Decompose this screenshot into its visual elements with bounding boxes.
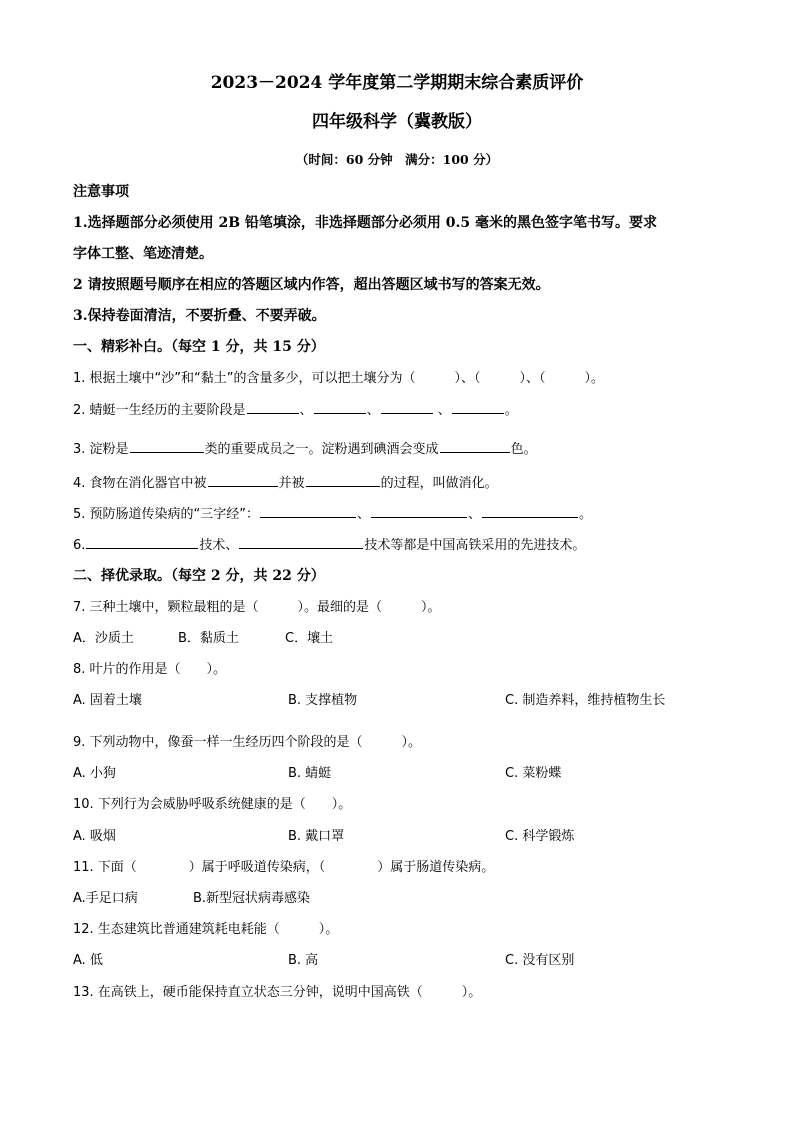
option-a[interactable]: A. 小狗 (73, 766, 116, 781)
question-4-text: 并被 (278, 476, 305, 491)
answer-blank[interactable] (440, 440, 510, 453)
option-b[interactable]: B．黏质土 (178, 631, 239, 646)
question-6-stem: 6. (73, 538, 86, 553)
option-a[interactable]: A．沙质土 (73, 631, 134, 646)
separator: 。 (579, 507, 593, 522)
question-4 (73, 474, 498, 493)
answer-blank[interactable] (208, 474, 278, 487)
answer-blank[interactable] (247, 401, 299, 414)
answer-blank[interactable] (371, 505, 467, 518)
separator: 、 (366, 403, 380, 418)
option-b[interactable]: B.新型冠状病毒感染 (193, 891, 311, 906)
question-4-stem: 4. 食物在消化器官中被 (73, 476, 207, 491)
separator: 。 (504, 403, 518, 418)
option-c[interactable]: C. 科学锻炼 (505, 829, 575, 844)
option-a[interactable]: A.手足口病 (73, 891, 138, 906)
question-6-text: 技术、 (199, 538, 239, 553)
question-6-text: 技术等都是中国高铁采用的先进技术。 (364, 538, 586, 553)
answer-blank[interactable] (86, 536, 198, 549)
answer-blank[interactable] (314, 401, 366, 414)
separator: 、 (357, 507, 371, 522)
answer-blank[interactable] (381, 401, 433, 414)
separator: 、 (299, 403, 313, 418)
answer-blank[interactable] (482, 505, 578, 518)
question-8: 8. 叶片的作用是（ ）。 (73, 662, 227, 677)
question-13: 13. 在高铁上，硬币能保持直立状态三分钟，说明中国高铁（ ）。 (73, 985, 482, 1000)
question-3-stem: 3. 淀粉是 (73, 442, 129, 457)
note-item: 字体工整、笔迹清楚。 (73, 246, 213, 262)
option-b[interactable]: B. 高 (288, 953, 319, 968)
note-item: 2 请按照题号顺序在相应的答题区域内作答，超出答题区域书写的答案无效。 (73, 277, 550, 293)
exam-meta: （时间：60 分钟 满分：100 分） (295, 152, 499, 167)
question-1: 1. 根据土壤中“沙”和“黏土”的含量多少，可以把土壤分为（ ）、（ ）、（ ）。 (73, 371, 604, 386)
question-12: 12. 生态建筑比普通建筑耗电耗能（ ）。 (73, 922, 339, 937)
option-a[interactable]: A. 固着土壤 (73, 693, 142, 708)
question-5-stem: 5. 预防肠道传染病的“三字经”： (73, 507, 260, 522)
question-6 (73, 536, 585, 555)
question-5 (73, 505, 592, 524)
question-3-text: 色。 (510, 442, 537, 457)
note-item: 1.选择题部分必须使用 2B 铅笔填涂，非选择题部分必须用 0.5 毫米的黑色签字笔书写。要求 (73, 215, 658, 231)
separator: 、 (468, 507, 482, 522)
option-c[interactable]: C. 没有区别 (505, 953, 575, 968)
separator: 、 (433, 403, 451, 418)
exam-subtitle: 四年级科学（冀教版） (312, 112, 482, 132)
option-c[interactable]: C．壤土 (285, 631, 334, 646)
option-b[interactable]: B. 支撑植物 (288, 693, 358, 708)
question-3 (73, 440, 537, 459)
option-c[interactable]: C. 制造养料，维持植物生长 (505, 693, 666, 708)
option-b[interactable]: B. 戴口罩 (288, 829, 345, 844)
option-b[interactable]: B. 蜻蜓 (288, 766, 332, 781)
option-c[interactable]: C. 菜粉蝶 (505, 766, 562, 781)
answer-blank[interactable] (130, 440, 204, 453)
question-11: 11. 下面（ ）属于呼吸道传染病，（ ）属于肠道传染病。 (73, 860, 495, 875)
question-2-stem: 2. 蜻蜓一生经历的主要阶段是 (73, 403, 246, 418)
question-10: 10. 下列行为会威胁呼吸系统健康的是（ ）。 (73, 797, 352, 812)
exam-title: 2023－2024 学年度第二学期期末综合素质评价 (210, 73, 584, 93)
question-4-text: 的过程，叫做消化。 (380, 476, 498, 491)
answer-blank[interactable] (306, 474, 380, 487)
notes-heading: 注意事项 (73, 184, 129, 200)
question-7: 7. 三种土壤中，颗粒最粗的是（ ）。最细的是（ ）。 (73, 600, 441, 615)
note-item: 3.保持卷面清洁，不要折叠、不要弄破。 (73, 308, 326, 324)
question-3-text: 类的重要成员之一。淀粉遇到碘酒会变成 (204, 442, 439, 457)
section-heading: 一、精彩补白。（每空 1 分，共 15 分） (73, 339, 325, 355)
section-heading: 二、择优录取。（每空 2 分，共 22 分） (73, 568, 325, 584)
option-a[interactable]: A. 低 (73, 953, 103, 968)
question-9: 9. 下列动物中，像蚕一样一生经历四个阶段的是（ ）。 (73, 735, 422, 750)
answer-blank[interactable] (260, 505, 356, 518)
answer-blank[interactable] (239, 536, 363, 549)
option-a[interactable]: A. 吸烟 (73, 829, 116, 844)
answer-blank[interactable] (452, 401, 504, 414)
question-2 (73, 401, 518, 420)
